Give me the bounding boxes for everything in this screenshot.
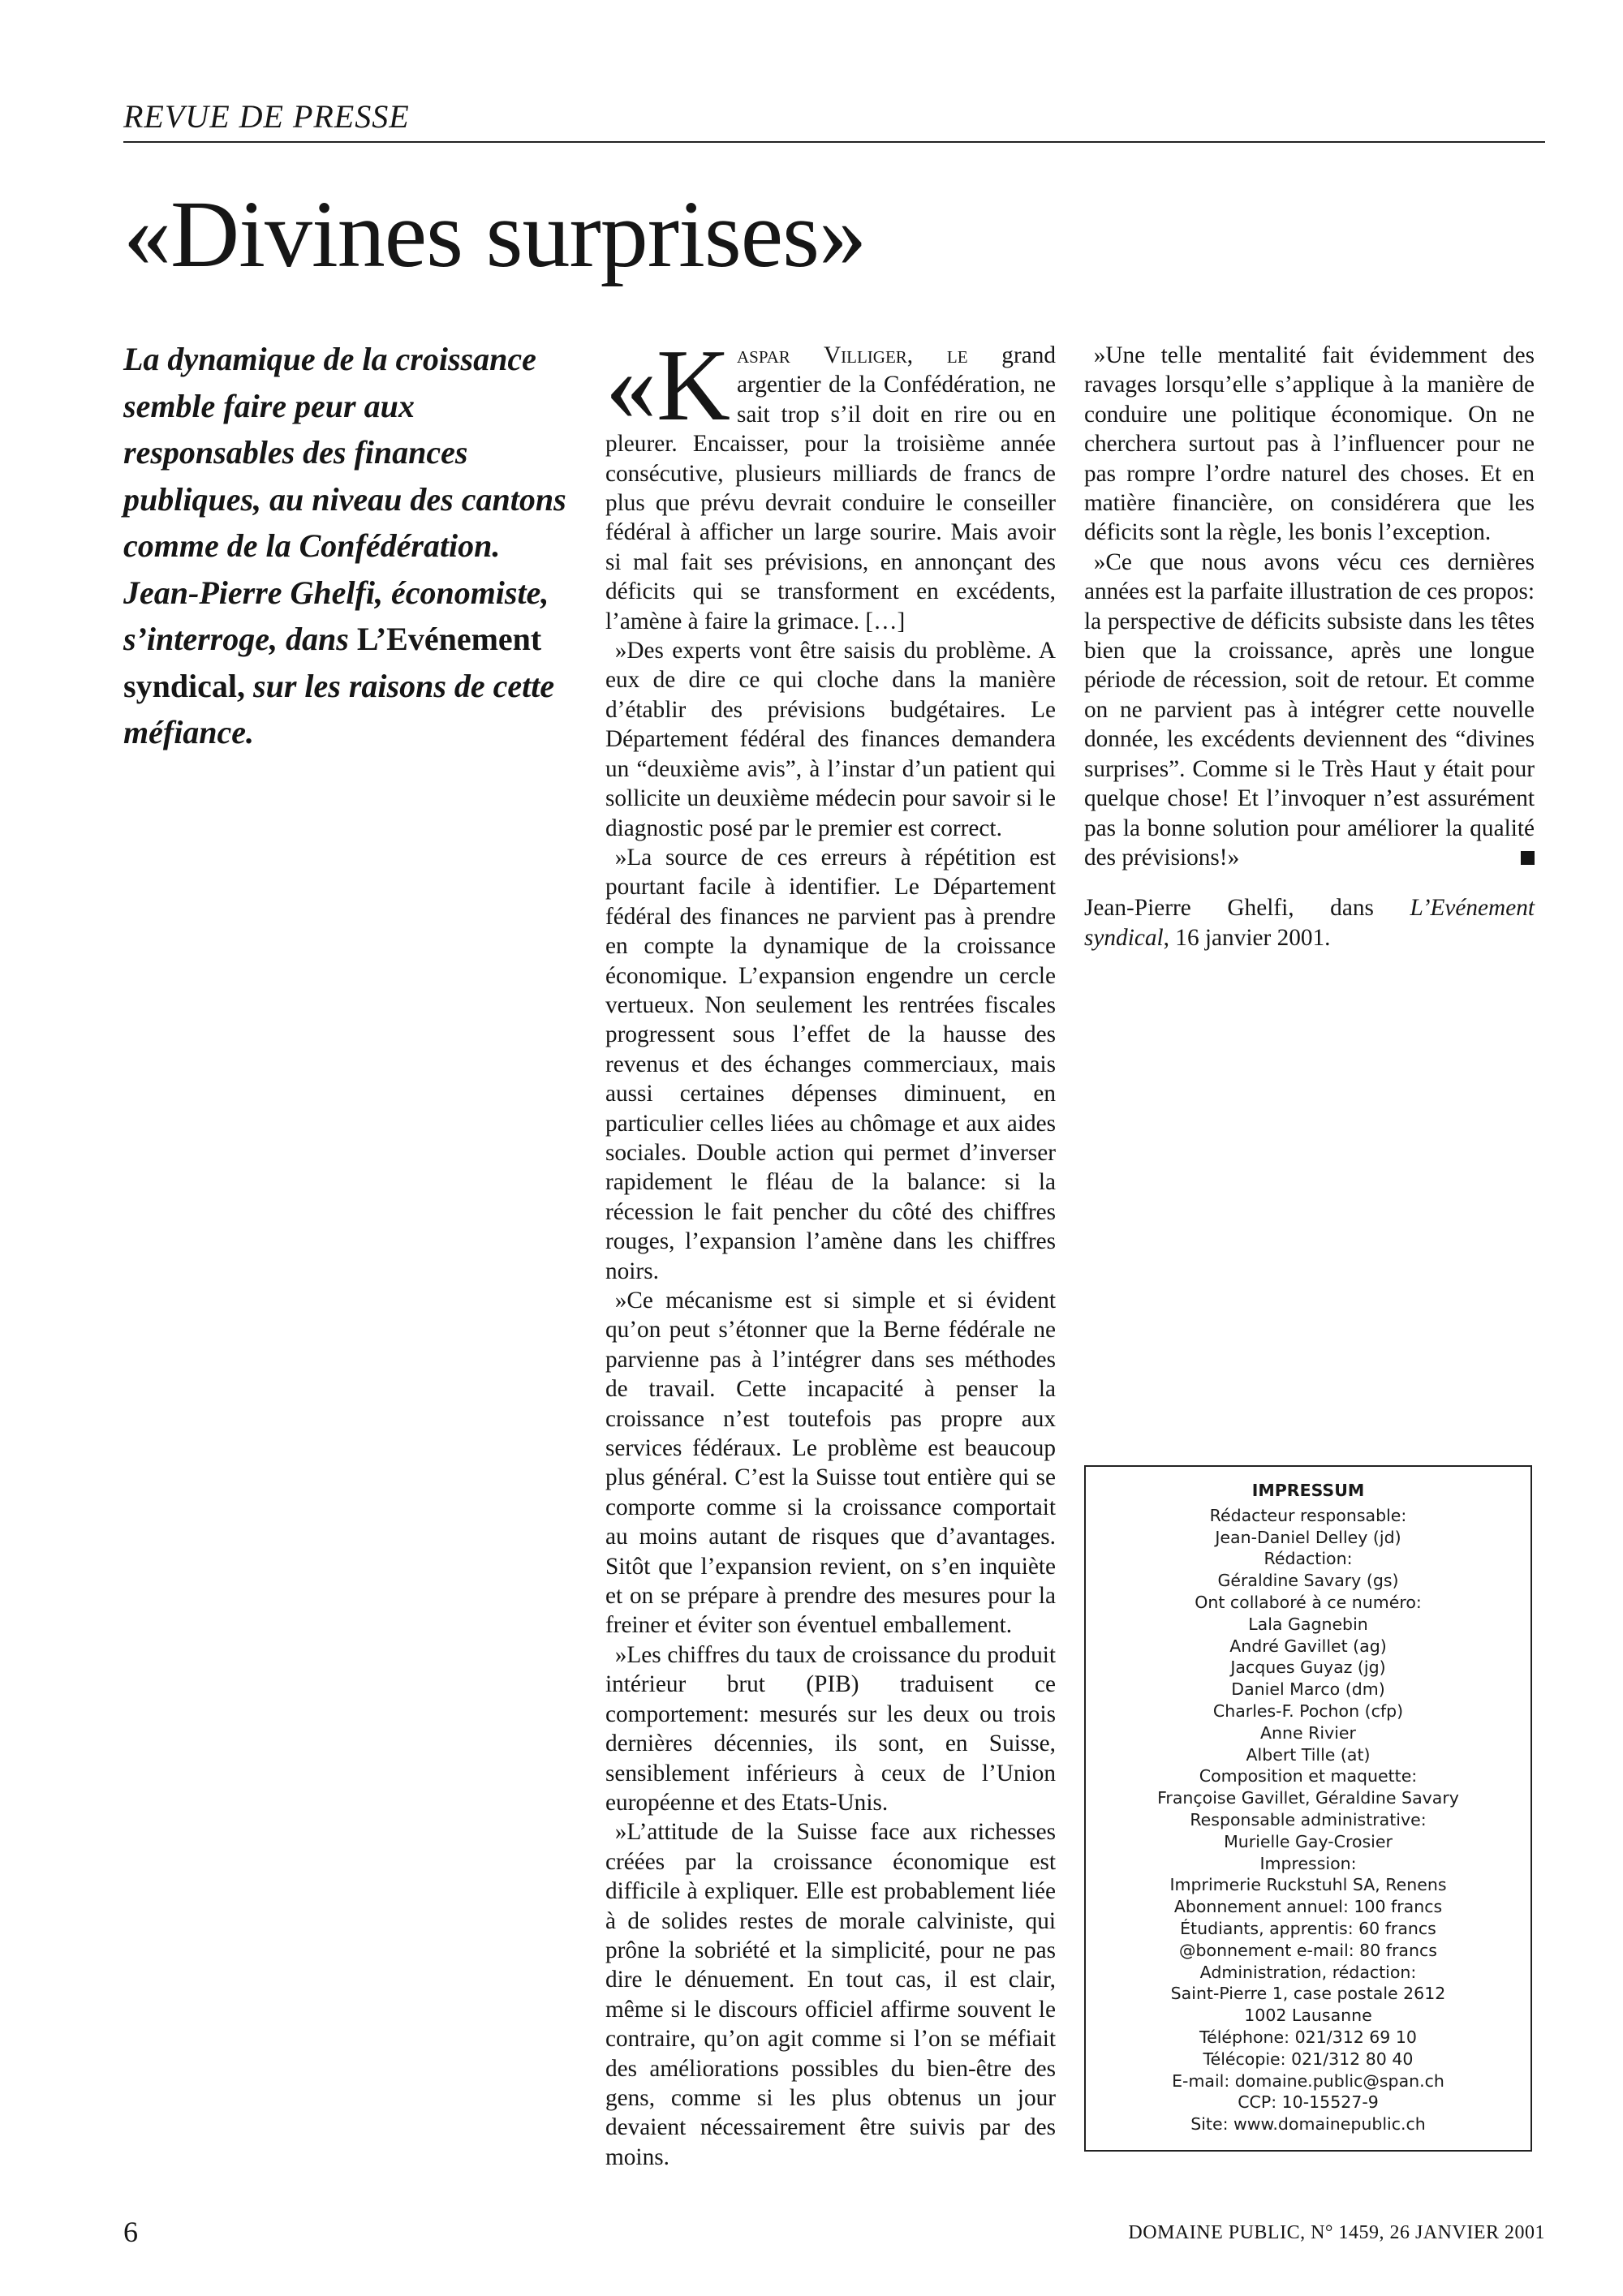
- paragraph-1-text: grand argentier de la Confédération, ne sait trop s’il doit en rire ou en pleurer. Encaisser, pour la troisième année consécutive, plusieurs milliards de francs de plus que prévu devrait conduire le conseiller fédéral à afficher un large sourire. Mais avoir si mal fait ses prévisions, en annonçant des déficits qui se transforment en excédents, l’amène à faire la grimace. […]: [605, 342, 1057, 634]
- article-column-1: [605, 329, 1057, 2172]
- impressum-line: Lala Gagnebin: [1248, 1614, 1368, 1634]
- impressum-line: Charles-F. Pochon (cfp): [1212, 1701, 1404, 1721]
- article-headline: «Divines surprises»: [123, 181, 867, 287]
- impressum-box: [1084, 1465, 1532, 2152]
- article-credit: [1084, 893, 1535, 952]
- article-paragraph: [1084, 548, 1535, 872]
- footer-issue-info: DOMAINE PUBLIC, N° 1459, 26 JANVIER 2001: [1128, 2222, 1545, 2243]
- article-paragraph: »Les chiffres du taux de croissance du produit intérieur brut (PIB) traduisent ce comportement: mesurés sur les deux ou trois dernières décennies, ils sont, en Suisse, sensiblement inférieurs à ceux de l’Union européenne et des Etats-Unis.: [605, 1641, 1056, 1816]
- lede-publication: L’Evénement syndical,: [123, 621, 542, 704]
- lede-text-1: La dynamique de la croissance semble faire peur aux responsables des finances publiques, au niveau des cantons comme de la Confédération. Jean-Pierre Ghelfi, économiste, s’interroge, dans: [123, 341, 566, 657]
- impressum-line: Rédacteur responsable:: [1209, 1505, 1407, 1525]
- impressum-line: Imprimerie Ruckstuhl SA, Renens: [1169, 1875, 1447, 1895]
- impressum-line: Responsable administrative:: [1190, 1809, 1427, 1829]
- impressum-line: Daniel Marco (dm): [1231, 1679, 1385, 1700]
- header-rule: [123, 141, 1545, 143]
- impressum-line: Albert Tille (at): [1246, 1744, 1371, 1765]
- impressum-line: 1002 Lausanne: [1244, 2006, 1372, 2026]
- article-paragraph: »Des experts vont être saisis du problème. A eux de dire ce qui cloche dans la manière d’établir des prévisions budgétaires. Le Département fédéral des finances demandera un “deuxième avis”, à l’instar d’un patient qui sollicite un deuxième médecin pour savoir si le diagnostic posé par le premier est correct.: [605, 638, 1056, 841]
- paragraph-8-text: »Ce que nous avons vécu ces dernières années est la parfaite illustration de ces propos: la perspective de déficits subsiste dans les têtes bien que la croissance, après une longue période de récession, soit de retour. Et comme on ne parvient pas à intégrer cette nouvelle donnée, les excédents deviennent des “divines surprises”. Comme si le Très Haut y était pour quelque chose! Et l’invoquer n’est assurément pas la bonne solution pour améliorer la qualité des prévisions!»: [1084, 548, 1535, 871]
- lead-in-smallcaps: aspar Villiger, le: [737, 342, 968, 368]
- impressum-title: IMPRESSUM: [1251, 1481, 1365, 1500]
- impressum-line: Françoise Gavillet, Géraldine Savary: [1157, 1788, 1459, 1808]
- article-paragraph: »Ce mécanisme est si simple et si évident qu’on peut s’étonner que la Berne fédérale ne parvienne pas à l’intégrer dans ses méthodes de travail. Cette incapacité à penser la croissance n’est toutefois pas propre aux services fédéraux. Le problème est beaucoup plus général. C’est la Suisse tout entière qui se comporte comme si la croissance comportait au moins autant de risques que d’avantages. Sitôt que l’expansion revient, on s’en inquiète et on se prépare à prendre des mesures pour la freiner et éviter son éventuel emballement.: [605, 1288, 1056, 1639]
- page-number: 6: [123, 2216, 138, 2248]
- lede-text-2: sur les raisons de cette méfiance.: [123, 667, 555, 750]
- article-paragraph: [605, 329, 1057, 636]
- impressum-line: Administration, rédaction:: [1199, 1962, 1417, 1982]
- drop-cap: «K: [605, 329, 730, 442]
- article-paragraph: »L’attitude de la Suisse face aux richesses créées par la croissance économique est difficile à expliquer. Elle est probablement liée à de solides restes de morale calviniste, qui prône la sobriété et la simplicité, pour ne pas dire le dénuement. En tout cas, il est clair, même si le discours officiel affirme souvent le contraire, qu’on agit comme si l’on se méfiait des améliorations possibles du bien-être des gens, comme si les plus obtenus un jour devaient nécessairement être suivis par des moins.: [605, 1819, 1056, 2170]
- impressum-line: Ont collaboré à ce numéro:: [1195, 1592, 1422, 1612]
- section-label: REVUE DE PRESSE: [123, 98, 410, 135]
- impressum-line: Étudiants, apprentis: 60 francs: [1180, 1918, 1436, 1938]
- article-column-2: [1084, 341, 1535, 952]
- impressum-line: Abonnement annuel: 100 francs: [1173, 1897, 1443, 1917]
- impressum-line: Site: www.domainepublic.ch: [1190, 2114, 1426, 2135]
- end-of-article-square-icon: [1521, 851, 1535, 865]
- impressum-lines: [1092, 1505, 1524, 2135]
- impressum-line: Impression:: [1259, 1853, 1357, 1873]
- impressum-line: @bonnement e-mail: 80 francs: [1179, 1940, 1437, 1960]
- impressum-line: Télécopie: 021/312 80 40: [1203, 2049, 1414, 2069]
- credit-date: , 16 janvier 2001.: [1163, 924, 1331, 951]
- impressum-line: Composition et maquette:: [1199, 1766, 1418, 1786]
- impressum-line: André Gavillet (ag): [1229, 1636, 1387, 1656]
- impressum-line: CCP: 10-15527-9: [1238, 2092, 1379, 2113]
- impressum-line: Téléphone: 021/312 69 10: [1199, 2027, 1417, 2047]
- impressum-line: Rédaction:: [1264, 1549, 1353, 1569]
- article-paragraph: »La source de ces erreurs à répétition est pourtant facile à identifier. Le Département fédéral des finances ne parvient pas à prendre en compte la dynamique de la croissance économique. L’expansion engendre un cercle vertueux. Non seulement les rentrées fiscales progressent sous l’effet de la hausse des revenus et des échanges commerciaux, mais aussi certaines dépenses diminuent, en particulier celles liées au chômage et aux aides sociales. Double action qui permet d’inverser rapidement le fléau de la balance: si la récession le fait pencher du côté des chiffres rouges, l’expansion l’amène dans les chiffres noirs.: [605, 844, 1056, 1284]
- impressum-line: Murielle Gay-Crosier: [1224, 1831, 1393, 1851]
- credit-author: Jean-Pierre Ghelfi, dans: [1084, 895, 1374, 922]
- article-paragraph: »Une telle mentalité fait évidemment des ravages lorsqu’elle s’applique à la manière de conduire une politique économique. On ne cherchera surtout pas à l’influencer pour ne pas rompre l’ordre naturel des choses. Et en matière financière, on considérera que les déficits sont la règle, les bonis l’exception.: [1084, 342, 1535, 546]
- impressum-line: Jean-Daniel Delley (jd): [1215, 1527, 1401, 1547]
- impressum-line: Géraldine Savary (gs): [1217, 1571, 1399, 1591]
- article-lede: [123, 336, 578, 756]
- impressum-line: Anne Rivier: [1260, 1722, 1356, 1743]
- impressum-line: Saint-Pierre 1, case postale 2612: [1170, 1984, 1446, 2004]
- impressum-line: Jacques Guyaz (jg): [1230, 1658, 1386, 1678]
- impressum-line: E-mail: domaine.public@span.ch: [1172, 2070, 1444, 2091]
- credit-publication: L’Evénement syndical: [1084, 895, 1535, 951]
